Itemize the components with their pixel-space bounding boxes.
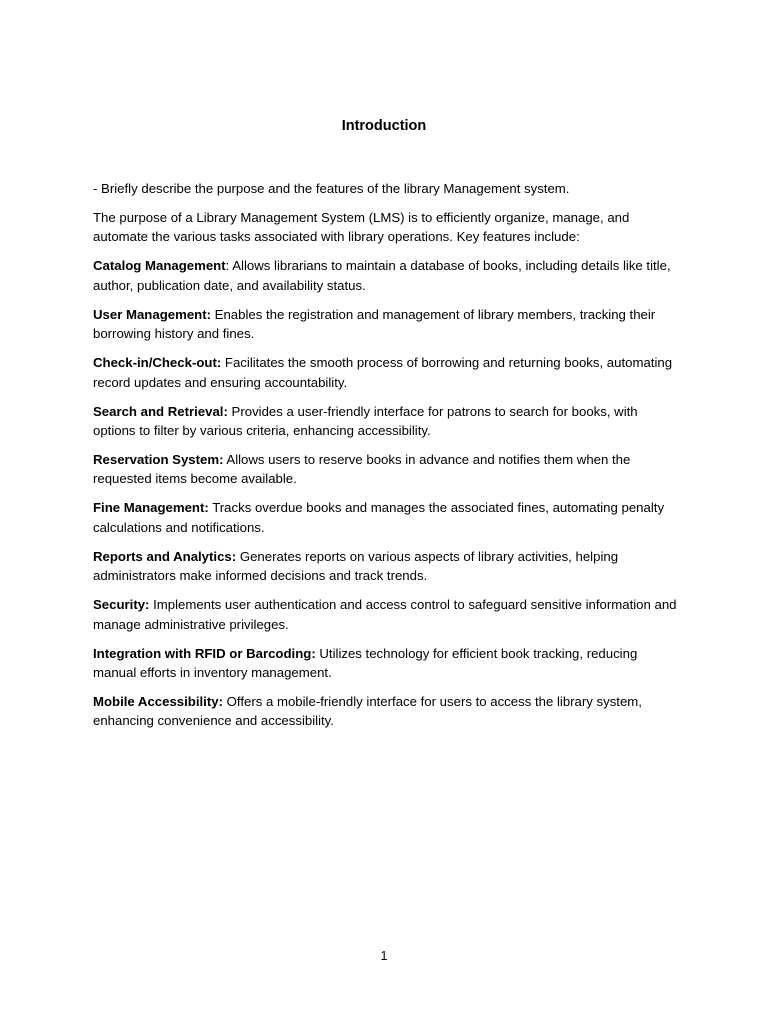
feature-description: Allows users to reserve books in advance and notifies them when the requested items become available.	[93, 452, 631, 487]
page-number: 1	[380, 949, 388, 963]
instruction-paragraph: - Briefly describe the purpose and the features of the library Management system.	[93, 181, 570, 196]
feature-paragraph	[93, 595, 683, 634]
feature-description: Generates reports on various aspects of library activities, helping administrators make informed decisions and track trends.	[93, 548, 619, 584]
feature-description: Implements user authentication and access control to safeguard sensitive information and manage administrative privileges.	[93, 597, 677, 632]
feature-paragraph	[93, 450, 683, 489]
feature-paragraph	[93, 644, 683, 683]
feature-name: Mobile Accessibility:	[93, 694, 223, 710]
feature-description: Allows librarians to maintain a database of books, including details like title, author, publication date, and availability status.	[93, 258, 671, 293]
feature-name: Catalog Management	[93, 258, 226, 274]
feature-description: Offers a mobile-friendly interface for users to access the library system, enhancing convenience and accessibility.	[93, 694, 642, 729]
feature-name: Reservation System:	[93, 452, 224, 468]
feature-name: Search and Retrieval:	[93, 403, 228, 419]
feature-paragraph	[93, 547, 683, 586]
feature-description: Provides a user-friendly interface for patrons to search for books, with options to filter by various criteria, enhancing accessibility.	[93, 403, 638, 439]
feature-paragraph	[93, 692, 683, 731]
feature-name: User Management:	[93, 306, 211, 322]
feature-description: Utilizes technology for efficient book tracking, reducing manual efforts in inventory management.	[93, 645, 638, 681]
feature-paragraph	[93, 256, 683, 295]
purpose-paragraph: The purpose of a Library Management System (LMS) is to efficiently organize, manage, and automate the various tasks associated with library operations. Key features include:	[93, 210, 630, 245]
feature-description: Enables the registration and management of library members, tracking their borrowing history and fines.	[93, 306, 656, 342]
document-body	[93, 179, 683, 740]
feature-name: Check-in/Check-out:	[93, 355, 222, 371]
feature-paragraph	[93, 353, 683, 392]
feature-paragraph	[93, 305, 683, 344]
feature-paragraph	[93, 498, 683, 537]
feature-name: Integration with RFID or Barcoding:	[93, 645, 316, 661]
feature-description: Facilitates the smooth process of borrowing and returning books, automating record updates and ensuring accountability.	[93, 355, 673, 390]
page-title: Introduction	[341, 118, 427, 134]
feature-separator: :	[225, 258, 233, 274]
feature-name: Fine Management:	[93, 500, 209, 516]
feature-description: Tracks overdue books and manages the associated fines, automating penalty calculations and notifications.	[93, 500, 665, 535]
feature-name: Security:	[93, 597, 150, 613]
feature-paragraph	[93, 402, 683, 441]
feature-name: Reports and Analytics:	[93, 548, 237, 564]
